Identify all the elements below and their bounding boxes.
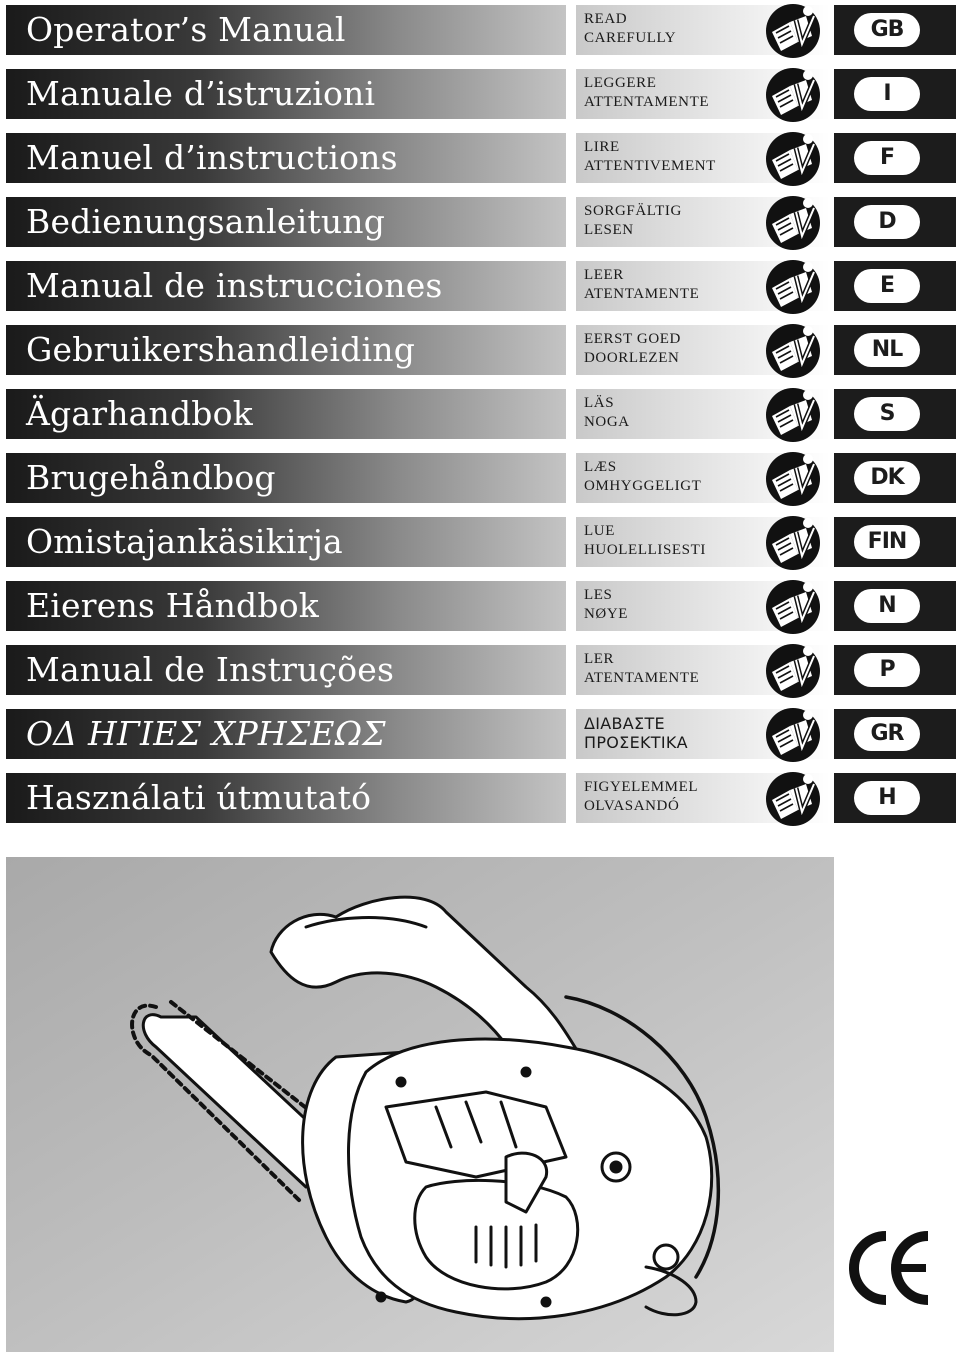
- language-code-bar: [834, 325, 956, 375]
- read-carefully-text: READ CAREFULLY: [584, 11, 677, 46]
- language-code: FIN: [854, 525, 920, 559]
- read-manual-icon: [762, 642, 824, 700]
- language-row-n: [0, 576, 960, 640]
- title-bar: [6, 389, 566, 439]
- manual-title: Használati útmutató: [26, 778, 372, 817]
- language-code: D: [854, 205, 920, 239]
- language-code-bar: [834, 709, 956, 759]
- language-code-bar: [834, 5, 956, 55]
- manual-title: Manuel d’instructions: [26, 138, 398, 177]
- language-code-bar: [834, 517, 956, 567]
- read-carefully-text: LES NØYE: [584, 587, 629, 622]
- language-code-bar: [834, 261, 956, 311]
- language-code-bar: [834, 389, 956, 439]
- language-code: F: [854, 141, 920, 175]
- title-bar: [6, 709, 566, 759]
- read-manual-icon: [762, 706, 824, 764]
- read-manual-icon: [762, 450, 824, 508]
- language-row-f: [0, 128, 960, 192]
- manual-title: Eierens Håndbok: [26, 586, 319, 625]
- language-code: DK: [854, 461, 920, 495]
- language-code-bar: [834, 133, 956, 183]
- title-bar: [6, 645, 566, 695]
- language-row-dk: [0, 448, 960, 512]
- chainsaw-illustration: [6, 857, 834, 1352]
- language-row-gr: [0, 704, 960, 768]
- manual-title: Ägarhandbok: [26, 394, 253, 433]
- language-code-bar: [834, 645, 956, 695]
- language-code-bar: [834, 773, 956, 823]
- read-manual-icon: [762, 2, 824, 60]
- language-code: H: [854, 781, 920, 815]
- manual-title: Omistajankäsikirja: [26, 522, 343, 561]
- manual-title: Brugehåndbog: [26, 458, 276, 497]
- read-carefully-text: FIGYELEMMEL OLVASANDÓ: [584, 779, 699, 814]
- read-manual-icon: [762, 770, 824, 828]
- language-code-bar: [834, 581, 956, 631]
- title-bar: [6, 197, 566, 247]
- language-code: GB: [854, 13, 920, 47]
- manual-title: ΟΔ ΗΓΙΕΣ ΧΡΗΣΕΩΣ: [26, 714, 386, 753]
- language-row-gb: [0, 0, 960, 64]
- language-code: P: [854, 653, 920, 687]
- language-row-nl: [0, 320, 960, 384]
- ce-mark-icon: [848, 1228, 934, 1308]
- language-row-e: [0, 256, 960, 320]
- title-bar: [6, 5, 566, 55]
- title-bar: [6, 133, 566, 183]
- title-bar: [6, 69, 566, 119]
- read-manual-icon: [762, 258, 824, 316]
- manual-title: Manuale d’istruzioni: [26, 74, 376, 113]
- title-bar: [6, 773, 566, 823]
- read-carefully-text: EERST GOED DOORLEZEN: [584, 331, 681, 366]
- read-carefully-text: LÆS OMHYGGELIGT: [584, 459, 702, 494]
- title-bar: [6, 453, 566, 503]
- read-carefully-text: LER ATENTAMENTE: [584, 651, 700, 686]
- read-manual-icon: [762, 386, 824, 444]
- language-row-i: [0, 64, 960, 128]
- read-manual-icon: [762, 194, 824, 252]
- manual-title: Bedienungsanleitung: [26, 202, 386, 241]
- read-carefully-text: LÄS NOGA: [584, 395, 630, 430]
- read-manual-icon: [762, 130, 824, 188]
- language-code: E: [854, 269, 920, 303]
- language-row-fin: [0, 512, 960, 576]
- language-code: NL: [854, 333, 920, 367]
- title-bar: [6, 581, 566, 631]
- title-bar: [6, 325, 566, 375]
- language-code: S: [854, 397, 920, 431]
- language-row-p: [0, 640, 960, 704]
- title-bar: [6, 261, 566, 311]
- manual-title: Gebruikershandleiding: [26, 330, 416, 369]
- language-code-bar: [834, 453, 956, 503]
- read-manual-icon: [762, 66, 824, 124]
- language-row-h: [0, 768, 960, 832]
- read-manual-icon: [762, 578, 824, 636]
- read-manual-icon: [762, 322, 824, 380]
- read-carefully-text: ΔΙΑΒΑΣΤΕ ΠΡΟΣΕΚΤΙΚΑ: [584, 714, 688, 752]
- language-code: N: [854, 589, 920, 623]
- read-carefully-text: SORGFÄLTIG LESEN: [584, 203, 682, 238]
- language-code-bar: [834, 69, 956, 119]
- language-row-s: [0, 384, 960, 448]
- read-carefully-text: LEGGERE ATTENTAMENTE: [584, 75, 710, 110]
- language-code-bar: [834, 197, 956, 247]
- read-carefully-text: LEER ATENTAMENTE: [584, 267, 700, 302]
- manual-title: Manual de Instruções: [26, 650, 395, 689]
- read-carefully-text: LUE HUOLELLISESTI: [584, 523, 706, 558]
- title-bar: [6, 517, 566, 567]
- product-illustration-panel: [6, 857, 834, 1352]
- manual-title: Operator’s Manual: [26, 10, 346, 49]
- read-manual-icon: [762, 514, 824, 572]
- manual-title: Manual de instrucciones: [26, 266, 443, 305]
- read-carefully-text: LIRE ATTENTIVEMENT: [584, 139, 716, 174]
- language-code: I: [854, 77, 920, 111]
- language-code: GR: [854, 717, 920, 751]
- language-row-d: [0, 192, 960, 256]
